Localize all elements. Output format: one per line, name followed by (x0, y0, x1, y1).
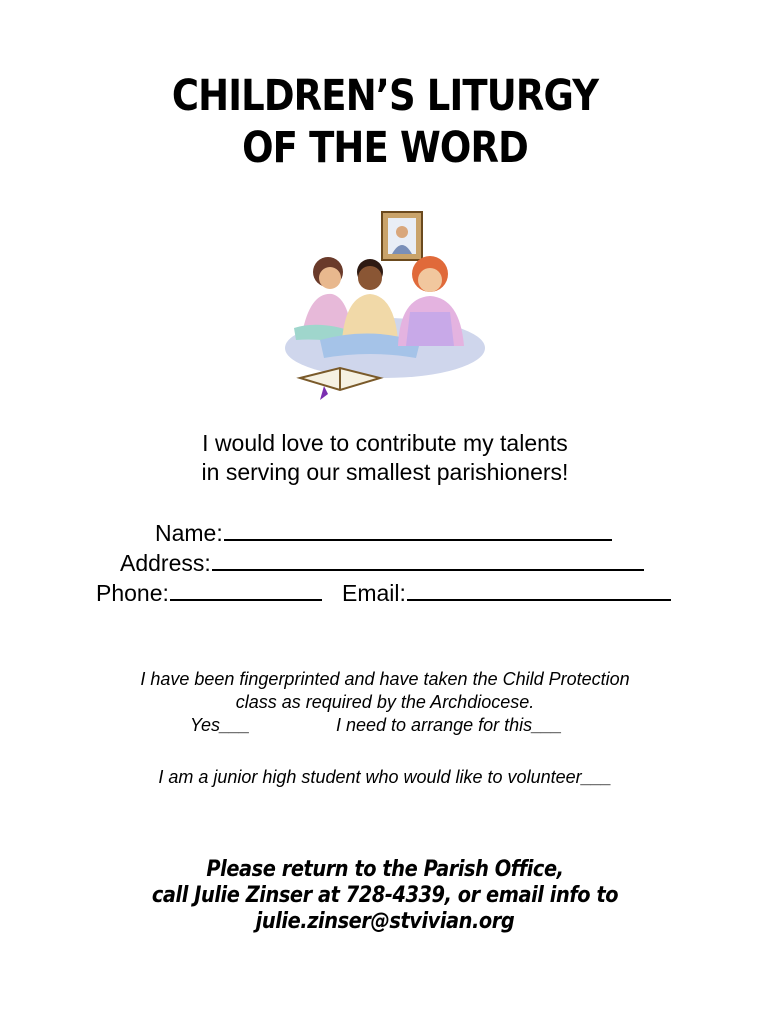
intro-line-1: I would love to contribute my talents (202, 430, 568, 456)
footer-line-1: Please return to the Parish Office, (206, 857, 564, 882)
flyer-title-line-2: OF THE WORD (242, 123, 528, 173)
name-field[interactable] (155, 518, 612, 548)
address-label: Address: (120, 550, 211, 576)
phone-label: Phone: (96, 580, 169, 606)
flyer-title-line-1: CHILDREN’S LITURGY (171, 71, 599, 121)
address-field[interactable] (120, 548, 644, 578)
intro-line-2: in serving our smallest parishioners! (201, 459, 569, 485)
children-reading-bible-clipart (280, 208, 490, 404)
address-blank-line[interactable] (212, 549, 644, 571)
phone-field[interactable] (96, 578, 322, 608)
email-label: Email: (342, 580, 406, 606)
email-blank-line[interactable] (407, 579, 671, 601)
footer-line-2: call Julie Zinser at 728-4339, or email info to (151, 883, 619, 908)
email-field[interactable] (342, 578, 671, 608)
name-blank-line[interactable] (224, 519, 612, 541)
fingerprint-note-line-1: I have been fingerprinted and have taken the Child Protection (140, 669, 630, 689)
yes-option[interactable]: Yes___ (190, 715, 251, 735)
junior-high-volunteer-option[interactable]: I am a junior high student who would like to volunteer___ (158, 767, 612, 787)
fingerprint-note-line-2: class as required by the Archdiocese. (235, 692, 535, 712)
phone-blank-line[interactable] (170, 579, 322, 601)
name-label: Name: (155, 520, 223, 546)
footer-email: julie.zinser@stvivian.org (255, 909, 515, 934)
arrange-option[interactable]: I need to arrange for this___ (336, 715, 563, 735)
